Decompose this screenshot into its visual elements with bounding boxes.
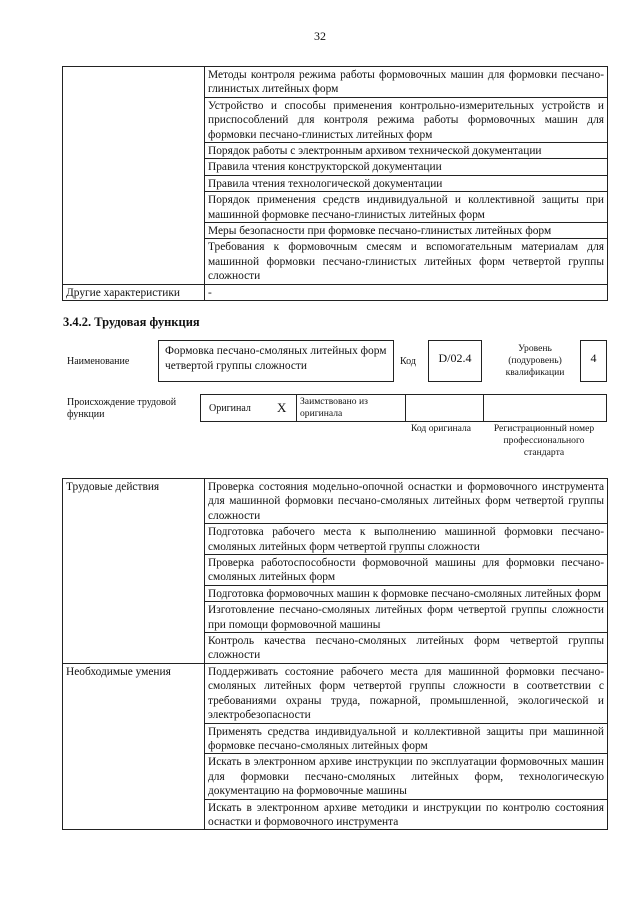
level-label: Уровень (подуровень) квалификации [505, 343, 565, 378]
reg-number-label: Регистрационный номер профессионального стандарта [493, 423, 595, 458]
level-value: 4 [590, 351, 597, 365]
name-label: Наименование [67, 356, 130, 367]
code-label: Код [400, 356, 416, 367]
row-header-cell: Другие характеристики [63, 284, 205, 300]
original-cell [201, 395, 297, 421]
row-header-cell: Необходимые умения [63, 663, 205, 829]
item-cell: Контроль качества песчано-смоляных литейных форм четвертой группы сложности [205, 633, 608, 664]
borrowed-cell [296, 395, 406, 421]
table-row [63, 284, 608, 300]
item-cell: Методы контроля режима работы формовочных машин для формовки песчано-глинистых литейных форм [205, 67, 608, 98]
section-title: 3.4.2. Трудовая функция [63, 315, 200, 329]
original-label: Оригинал [209, 403, 251, 414]
borrowed-label: Заимствовано из оригинала [300, 396, 368, 419]
item-cell: Проверка состояния модельно-опочной оснастки и формовочного инструмента для машинной формовки песчано-смоляных литейных форм четвертой группы сложности [205, 479, 608, 524]
table-row [63, 663, 608, 723]
code-original-cell [405, 395, 484, 421]
code-original-label: Код оригинала [410, 423, 472, 434]
function-name-box [158, 340, 394, 382]
function-table [62, 478, 608, 830]
code-box [428, 340, 482, 382]
item-cell: Проверка работоспособности формовочной машины для формовки песчано-смоляных литейных форм [205, 555, 608, 586]
item-cell: Поддерживать состояние рабочего места для машинной формовки песчано-смоляных литейных форм четвертой группы сложности в соответствии с требованиями охраны труда, пожарной, промышленной, экологической и электробезопасности [205, 663, 608, 723]
item-cell: Меры безопасности при формовке песчано-глинистых литейных форм [205, 223, 608, 239]
row-header-cell [63, 67, 205, 285]
item-cell: - [205, 284, 608, 300]
page-number: 32 [314, 29, 326, 43]
item-cell: Правила чтения конструкторской документации [205, 159, 608, 175]
item-cell: Требования к формовочным смесям и вспомогательным материалам для машинной формовки песчано-глинистых литейных форм четвертой группы сложности [205, 239, 608, 284]
table-row [63, 479, 608, 524]
item-cell: Порядок работы с электронным архивом технической документации [205, 143, 608, 159]
table-row [63, 67, 608, 98]
origin-boxes [200, 394, 607, 422]
row-header-cell: Трудовые действия [63, 479, 205, 664]
level-box [580, 340, 607, 382]
item-cell: Изготовление песчано-смоляных литейных форм четвертой группы сложности при помощи формовочной машины [205, 602, 608, 633]
reg-number-cell [483, 395, 606, 421]
item-cell: Применять средства индивидуальной и коллективной защиты при машинной формовке песчано-смоляных литейных форм [205, 723, 608, 754]
code-value: D/02.4 [438, 351, 472, 365]
item-cell: Подготовка формовочных машин к формовке песчано-смоляных литейных форм [205, 585, 608, 601]
knowledge-table [62, 66, 608, 301]
original-mark: X [277, 400, 287, 415]
item-cell: Подготовка рабочего места к выполнению машинной формовки песчано-смоляных литейных форм четвертой группы сложности [205, 524, 608, 555]
item-cell: Искать в электронном архиве методики и инструкции по контролю состояния оснастки и формовочного инструмента [205, 799, 608, 830]
item-cell: Порядок применения средств индивидуальной и коллективной защиты при машинной формовке песчано-глинистых литейных форм [205, 192, 608, 223]
item-cell: Искать в электронном архиве инструкции по эксплуатации формовочных машин для формовки песчано-смоляных литейных форм, технологическую документацию на формовочные машины [205, 754, 608, 799]
item-cell: Правила чтения технологической документации [205, 175, 608, 191]
item-cell: Устройство и способы применения контрольно-измерительных устройств и приспособлений для контроля режима работы формовочных машин для формовки песчано-глинистых литейных форм [205, 97, 608, 142]
function-name-value: Формовка песчано-смоляных литейных форм четвертой группы сложности [165, 345, 387, 372]
origin-label: Происхождение трудовой функции [67, 397, 177, 420]
